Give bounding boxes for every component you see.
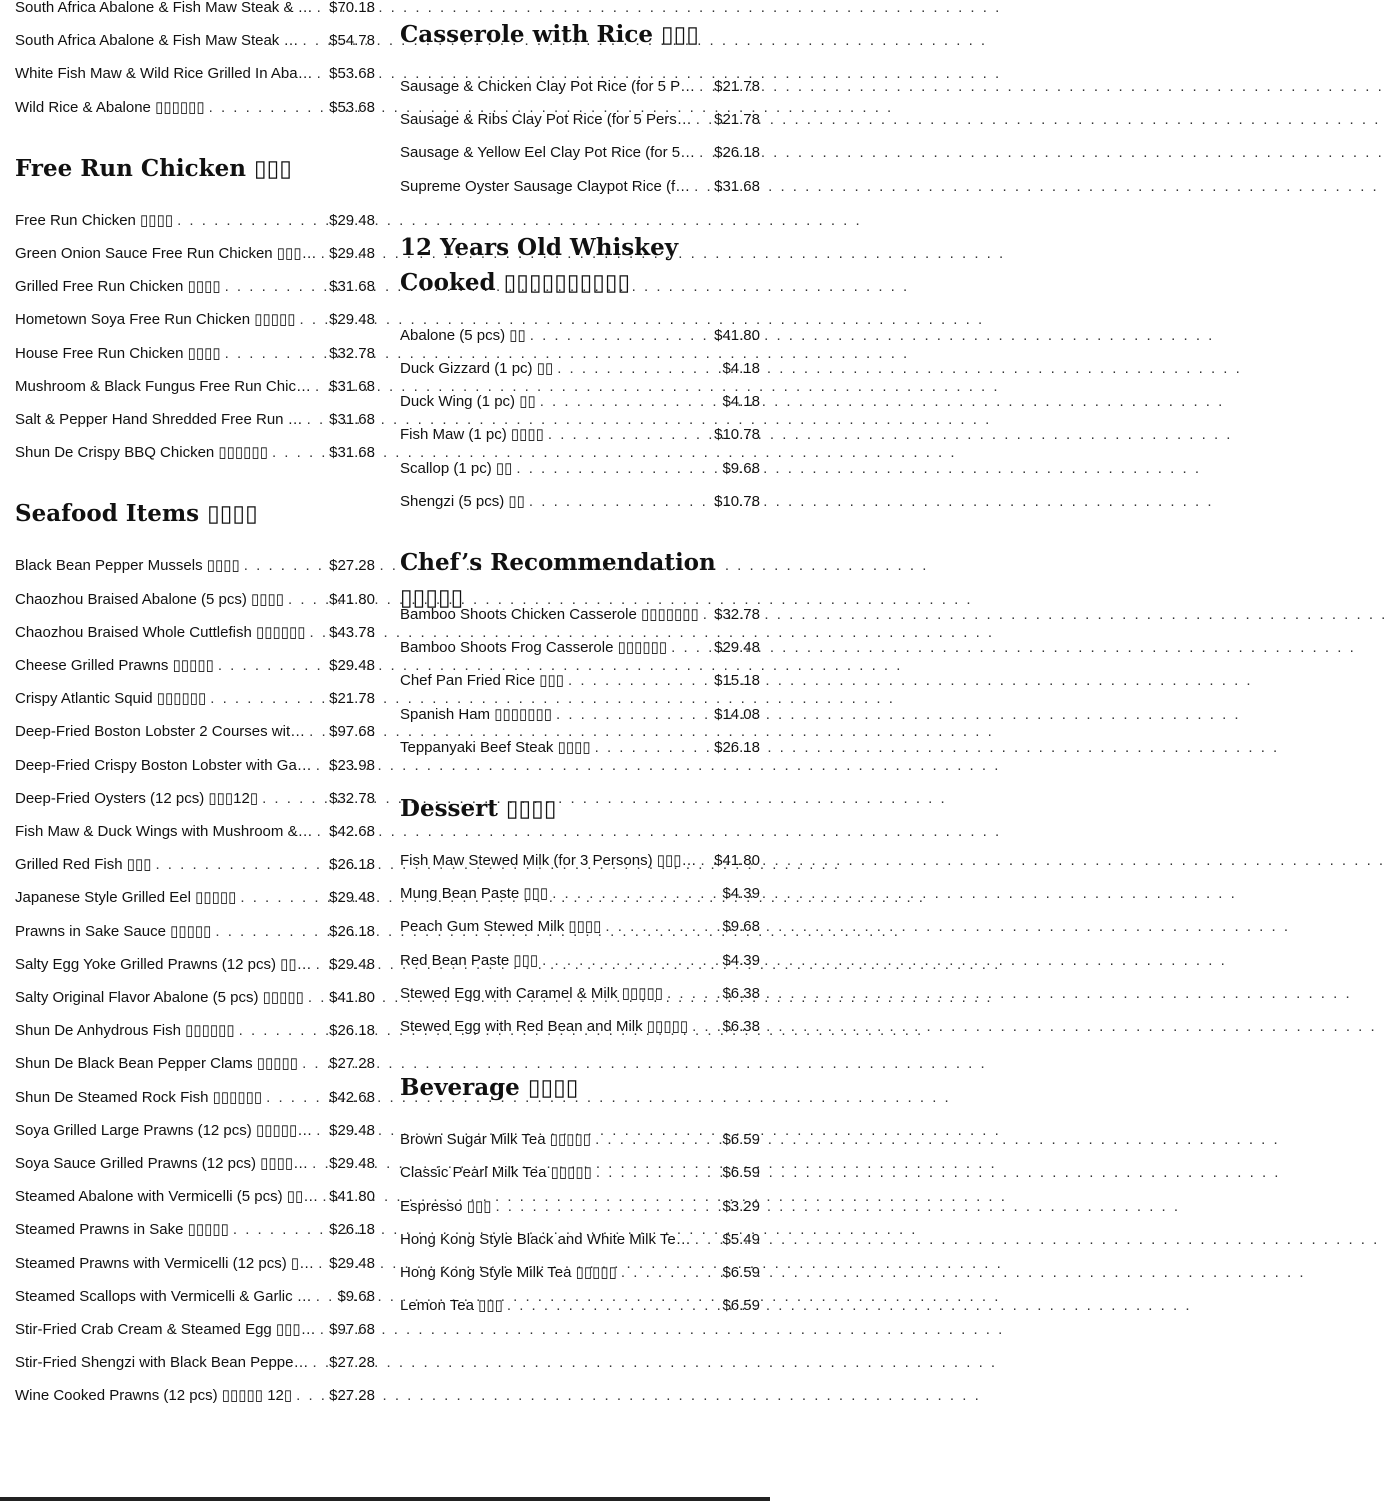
menu-item-price: $21.78 xyxy=(329,690,375,708)
menu-item-name: Steamed Prawns in Sake ▯▯▯▯▯ xyxy=(15,1221,229,1239)
menu-item-price: $42.68 xyxy=(329,1088,375,1106)
dot-leader xyxy=(302,1055,327,1073)
menu-item-name: Salt & Pepper Hand Shredded Free Run … xyxy=(15,411,303,428)
dot-leader xyxy=(266,1089,327,1107)
menu-item-name: Hometown Soya Free Run Chicken ▯▯▯▯▯ xyxy=(15,311,296,329)
menu-item xyxy=(15,241,375,263)
menu-item-price: $32.78 xyxy=(329,344,375,362)
dot-leader xyxy=(605,918,720,936)
menu-item-price: $29.48 xyxy=(714,639,760,657)
dot-leader xyxy=(310,624,328,642)
menu-item-price: $26.18 xyxy=(329,922,375,940)
dot-leader xyxy=(495,1198,720,1216)
menu-item-name: Classic Pearl Milk Tea ▯▯▯▯▯ xyxy=(400,1164,592,1182)
dot-leader xyxy=(699,78,712,96)
dot-leader xyxy=(703,606,712,624)
menu-item-price: $27.28 xyxy=(329,557,375,575)
dot-leader xyxy=(696,111,712,129)
menu-item-price: $29.48 xyxy=(329,1121,375,1139)
menu-item xyxy=(15,952,375,974)
menu-item-price: $31.68 xyxy=(714,177,760,195)
menu-item xyxy=(400,668,760,690)
menu-item xyxy=(15,341,375,363)
dot-leader xyxy=(671,639,712,657)
menu-item xyxy=(15,28,375,50)
menu-item xyxy=(400,1227,760,1249)
menu-item xyxy=(15,1284,375,1306)
menu-item-name: Stewed Egg with Red Bean and Milk ▯▯▯▯▯ xyxy=(400,1018,689,1035)
menu-item xyxy=(15,919,375,941)
menu-item xyxy=(15,1383,375,1405)
menu-item-name: Cheese Grilled Prawns ▯▯▯▯▯ xyxy=(15,657,214,674)
menu-item-price: $21.78 xyxy=(714,111,760,129)
menu-item-price: $32.78 xyxy=(714,606,760,623)
menu-item xyxy=(400,74,760,96)
menu-item-price: $41.80 xyxy=(714,852,760,869)
menu-item xyxy=(15,1217,375,1239)
menu-item-name: Chaozhou Braised Abalone (5 pcs) ▯▯▯▯ xyxy=(15,590,284,608)
menu-item xyxy=(15,61,375,83)
menu-item-name: South Africa Abalone & Fish Maw Steak & … xyxy=(15,0,313,16)
menu-item-name: Red Bean Paste ▯▯▯ xyxy=(400,951,539,969)
menu-item-name: White Fish Maw & Wild Rice Grilled In Aba… xyxy=(15,65,313,83)
menu-item-name: Fish Maw (1 pc) ▯▯▯▯ xyxy=(400,426,544,444)
dot-leader xyxy=(316,757,327,775)
dot-leader xyxy=(595,1131,720,1149)
menu-item-name: Shun De Steamed Rock Fish ▯▯▯▯▯▯ xyxy=(15,1088,263,1106)
dot-leader xyxy=(302,32,327,50)
menu-item-price: $4.18 xyxy=(722,360,760,377)
menu-item-name: Hong Kong Style Milk Tea ▯▯▯▯▯ xyxy=(400,1264,617,1281)
menu-item-name: Chaozhou Braised Whole Cuttlefish ▯▯▯▯▯▯ xyxy=(15,623,306,641)
menu-item-price: $97.68 xyxy=(329,723,375,741)
menu-item xyxy=(15,985,375,1007)
menu-item-name: Stir-Fried Shengzi with Black Bean Peppe… xyxy=(15,1354,309,1372)
menu-item xyxy=(400,881,760,903)
menu-item-price: $31.68 xyxy=(329,377,375,395)
menu-item-price: $29.48 xyxy=(329,1155,375,1172)
dot-leader xyxy=(240,889,327,907)
menu-item-price: $5.49 xyxy=(722,1230,760,1248)
dot-leader xyxy=(316,1288,336,1306)
menu-item xyxy=(400,1160,760,1182)
menu-item-price: $6.38 xyxy=(722,1018,760,1035)
menu-item-price: $9.68 xyxy=(337,1287,375,1305)
menu-item xyxy=(400,702,760,724)
dot-leader xyxy=(507,1297,721,1315)
menu-item xyxy=(15,1184,375,1206)
menu-item-name: Steamed Abalone with Vermicelli (5 pcs) ▯▯… xyxy=(15,1188,319,1206)
menu-item-name: Espresso ▯▯▯ xyxy=(400,1197,492,1215)
menu-item-name: Peach Gum Stewed Milk ▯▯▯▯ xyxy=(400,918,602,936)
menu-item-name: Mushroom & Black Fungus Free Run Chic… xyxy=(15,377,311,395)
menu-item xyxy=(15,653,375,675)
menu-item-name: Fish Maw Stewed Milk (for 3 Persons) ▯▯▯… xyxy=(400,852,697,869)
dot-leader xyxy=(308,989,327,1007)
menu-item-name: Bamboo Shoots Chicken Casserole ▯▯▯▯▯▯▯ xyxy=(400,606,699,623)
menu-item-name: Teppanyaki Beef Steak ▯▯▯▯ xyxy=(400,738,591,756)
menu-item-price: $14.08 xyxy=(714,705,760,723)
menu-item-name: Abalone (5 pcs) ▯▯ xyxy=(400,326,526,344)
dot-leader xyxy=(225,278,328,296)
menu-item-price: $97.68 xyxy=(329,1321,375,1338)
menu-item xyxy=(15,885,375,907)
menu-item xyxy=(400,981,760,1003)
menu-item-price: $27.28 xyxy=(329,1354,375,1372)
menu-item-name: Sausage & Yellow Eel Clay Pot Rice (for 5… xyxy=(400,144,696,162)
menu-item-name: South Africa Abalone & Fish Maw Steak … xyxy=(15,32,299,50)
menu-item-name: Grilled Free Run Chicken ▯▯▯▯ xyxy=(15,278,221,296)
section-title-dessert: Dessert ▯▯▯▯ xyxy=(400,795,557,822)
menu-item-price: $26.18 xyxy=(714,144,760,162)
menu-item xyxy=(15,208,375,230)
menu-item-name: Shun De Crispy BBQ Chicken ▯▯▯▯▯▯ xyxy=(15,444,268,462)
dot-leader xyxy=(317,65,328,83)
menu-item-name: Sausage & Chicken Clay Pot Rice (for 5 P… xyxy=(400,78,696,95)
menu-item xyxy=(400,456,760,478)
menu-item xyxy=(400,635,760,657)
menu-item-name: Wild Rice & Abalone ▯▯▯▯▯▯ xyxy=(15,98,205,116)
menu-item xyxy=(400,107,760,129)
menu-item-name: Japanese Style Grilled Eel ▯▯▯▯▯ xyxy=(15,889,237,907)
dot-leader xyxy=(695,1231,721,1249)
dot-leader xyxy=(556,706,712,724)
menu-item xyxy=(15,274,375,296)
menu-item-name: Mung Bean Paste ▯▯▯ xyxy=(400,885,549,903)
menu-item-name: Black Bean Pepper Mussels ▯▯▯▯ xyxy=(15,557,240,575)
dot-leader xyxy=(552,885,720,903)
menu-item-price: $9.68 xyxy=(722,918,760,936)
menu-item xyxy=(15,553,375,575)
dot-leader xyxy=(540,393,721,411)
dot-leader xyxy=(272,444,327,462)
menu-item-price: $9.68 xyxy=(722,459,760,477)
dot-leader xyxy=(318,1255,327,1273)
menu-item xyxy=(15,1085,375,1107)
menu-item xyxy=(15,1317,375,1339)
menu-item-name: Salty Egg Yoke Grilled Prawns (12 pcs) ▯▯… xyxy=(15,955,312,973)
menu-item xyxy=(15,852,375,874)
dot-leader xyxy=(557,360,720,378)
menu-item-price: $29.48 xyxy=(329,211,375,229)
menu-item xyxy=(15,0,375,17)
dot-leader xyxy=(317,0,327,17)
menu-item-price: $10.78 xyxy=(714,492,760,510)
menu-item-name: Soya Grilled Large Prawns (12 pcs) ▯▯▯▯▯… xyxy=(15,1121,313,1139)
dot-leader xyxy=(300,311,328,329)
menu-item xyxy=(400,602,760,624)
menu-item xyxy=(15,786,375,808)
menu-item-price: $43.78 xyxy=(329,623,375,641)
dot-leader xyxy=(309,723,327,741)
menu-item-name: Shengzi (5 pcs) ▯▯ xyxy=(400,492,525,510)
menu-item-price: $15.18 xyxy=(714,672,760,690)
menu-item-name: Bamboo Shoots Frog Casserole ▯▯▯▯▯▯ xyxy=(400,639,668,657)
dot-leader xyxy=(288,591,327,609)
menu-item-price: $6.59 xyxy=(722,1131,760,1149)
menu-item-name: Duck Wing (1 pc) ▯▯ xyxy=(400,393,536,411)
menu-item xyxy=(400,140,760,162)
dot-leader xyxy=(694,178,712,196)
dot-leader xyxy=(548,426,712,444)
menu-item xyxy=(15,374,375,396)
menu-item-name: Scallop (1 pc) ▯▯ xyxy=(400,459,513,477)
menu-item-price: $41.80 xyxy=(714,326,760,344)
menu-item-price: $27.28 xyxy=(329,1055,375,1073)
dot-leader xyxy=(218,657,327,675)
menu-item-name: House Free Run Chicken ▯▯▯▯ xyxy=(15,344,221,362)
menu-item-name: Shun De Anhydrous Fish ▯▯▯▯▯▯ xyxy=(15,1022,235,1040)
menu-item-name: Shun De Black Bean Pepper Clams ▯▯▯▯▯ xyxy=(15,1055,299,1073)
menu-item-name: Hong Kong Style Black and White Milk Te… xyxy=(400,1230,691,1248)
dot-leader xyxy=(621,1264,721,1282)
menu-item-name: Steamed Scallops with Vermicelli & Garlic … xyxy=(15,1287,312,1305)
bottom-divider xyxy=(0,1497,770,1501)
menu-item xyxy=(15,1251,375,1273)
menu-item xyxy=(15,307,375,329)
menu-item-price: $29.48 xyxy=(329,889,375,907)
menu-item-name: Salty Original Flavor Abalone (5 pcs) ▯▯▯▯▯ xyxy=(15,989,304,1006)
menu-item xyxy=(15,407,375,429)
menu-item-name: Prawns in Sake Sauce ▯▯▯▯▯ xyxy=(15,922,212,940)
dot-leader xyxy=(320,1321,327,1339)
menu-item xyxy=(15,1018,375,1040)
dot-leader xyxy=(692,1018,720,1036)
menu-item xyxy=(15,719,375,741)
menu-item-price: $53.68 xyxy=(329,65,375,83)
dot-leader xyxy=(699,144,712,162)
dot-leader xyxy=(215,923,327,941)
section-title-casserole-with-rice: Casserole with Rice ▯▯▯ xyxy=(400,21,699,48)
dot-leader xyxy=(210,690,327,708)
dot-leader xyxy=(244,557,327,575)
menu-item xyxy=(400,1014,760,1036)
menu-item xyxy=(15,440,375,462)
dot-leader xyxy=(701,852,713,870)
menu-item-name: Deep-Fried Oysters (12 pcs) ▯▯▯12▯ xyxy=(15,789,259,807)
menu-item xyxy=(15,620,375,642)
menu-item-name: Lemon Tea ▯▯▯ xyxy=(400,1297,503,1315)
menu-item xyxy=(15,1051,375,1073)
menu-item-price: $26.18 xyxy=(714,738,760,756)
menu-item-name: Duck Gizzard (1 pc) ▯▯ xyxy=(400,360,554,377)
menu-item xyxy=(400,356,760,378)
menu-item-price: $26.18 xyxy=(329,856,375,874)
dot-leader xyxy=(596,1164,721,1182)
menu-item xyxy=(400,1260,760,1282)
menu-item xyxy=(400,1127,760,1149)
section-title-chef-s-recommendation: Chef’s Recommendation ▯▯▯▯▯ xyxy=(400,549,716,611)
menu-item-price: $29.48 xyxy=(329,245,375,262)
menu-item-price: $70.18 xyxy=(329,0,375,16)
menu-item-price: $4.18 xyxy=(722,393,760,411)
dot-leader xyxy=(225,345,328,363)
menu-item-name: Brown Sugar Milk Tea ▯▯▯▯▯ xyxy=(400,1131,592,1149)
menu-item-name: Stir-Fried Crab Cream & Steamed Egg ▯▯▯… xyxy=(15,1321,316,1338)
menu-item xyxy=(15,1350,375,1372)
dot-leader xyxy=(307,411,327,429)
menu-item-price: $3.29 xyxy=(722,1197,760,1215)
menu-item-price: $31.68 xyxy=(329,444,375,462)
menu-item-price: $31.68 xyxy=(329,411,375,428)
dot-leader xyxy=(312,1354,327,1372)
menu-item xyxy=(400,948,760,970)
menu-item-name: Spanish Ham ▯▯▯▯▯▯▯ xyxy=(400,705,552,723)
menu-item-name: Stewed Egg with Caramel & Milk ▯▯▯▯▯ xyxy=(400,984,664,1002)
menu-item xyxy=(15,95,375,117)
menu-item-name: Sausage & Ribs Clay Pot Rice (for 5 Pers… xyxy=(400,111,692,129)
menu-item-price: $4.39 xyxy=(722,885,760,903)
menu-item-price: $29.48 xyxy=(329,1254,375,1272)
menu-item xyxy=(15,1151,375,1173)
menu-item-price: $29.48 xyxy=(329,311,375,329)
dot-leader xyxy=(312,1155,327,1173)
dot-leader xyxy=(595,739,712,757)
menu-item-name: Crispy Atlantic Squid ▯▯▯▯▯▯ xyxy=(15,690,207,708)
menu-item-price: $41.80 xyxy=(329,1188,375,1206)
menu-item xyxy=(15,1118,375,1140)
menu-item-price: $4.39 xyxy=(722,951,760,969)
menu-item-price: $6.59 xyxy=(722,1297,760,1315)
dot-leader xyxy=(315,378,327,396)
menu-item-price: $41.80 xyxy=(329,590,375,608)
menu-item-name: Steamed Prawns with Vermicelli (12 pcs) ▯… xyxy=(15,1254,315,1272)
menu-item-price: $6.38 xyxy=(722,984,760,1002)
menu-item-name: Soya Sauce Grilled Prawns (12 pcs) ▯▯▯▯… xyxy=(15,1155,309,1172)
menu-item-price: $31.68 xyxy=(329,278,375,296)
menu-item-price: $21.78 xyxy=(714,78,760,95)
menu-item-name: Deep-Fried Boston Lobster 2 Courses wit… xyxy=(15,723,306,741)
section-title-beverage: Beverage ▯▯▯▯ xyxy=(400,1074,579,1102)
menu-item-name: Wine Cooked Prawns (12 pcs) ▯▯▯▯▯ 12▯ xyxy=(15,1387,293,1405)
section-title-seafood-items: Seafood Items ▯▯▯▯ xyxy=(15,500,258,528)
menu-item-name: Fish Maw & Duck Wings with Mushroom &… xyxy=(15,823,313,840)
menu-item xyxy=(400,735,760,757)
menu-item-name: Free Run Chicken ▯▯▯▯ xyxy=(15,211,174,229)
menu-item xyxy=(400,1293,760,1315)
menu-item-name: Grilled Red Fish ▯▯▯ xyxy=(15,856,152,874)
menu-item xyxy=(400,323,760,345)
dot-leader xyxy=(321,245,328,263)
menu-item-price: $42.68 xyxy=(329,823,375,840)
menu-item xyxy=(400,174,760,196)
dot-leader xyxy=(322,1188,327,1206)
dot-leader xyxy=(239,1022,327,1040)
dot-leader xyxy=(317,823,328,841)
section-title-free-run-chicken: Free Run Chicken ▯▯▯ xyxy=(15,154,292,182)
dot-leader xyxy=(667,985,720,1003)
dot-leader xyxy=(296,1387,327,1405)
dot-leader xyxy=(262,790,327,808)
menu-item-price: $41.80 xyxy=(329,989,375,1006)
menu-item-price: $10.78 xyxy=(714,426,760,444)
dot-leader xyxy=(568,672,712,690)
dot-leader xyxy=(529,493,712,511)
dot-leader xyxy=(316,1122,327,1140)
menu-item-price: $23.98 xyxy=(329,756,375,774)
menu-item-name: Deep-Fried Crispy Boston Lobster with Ga… xyxy=(15,756,312,774)
dot-leader xyxy=(155,856,327,874)
dot-leader xyxy=(316,956,327,974)
menu-item-price: $54.78 xyxy=(329,32,375,50)
menu-item-price: $26.18 xyxy=(329,1221,375,1239)
menu-item-price: $26.18 xyxy=(329,1022,375,1040)
menu-item xyxy=(400,489,760,511)
dot-leader xyxy=(542,952,720,970)
menu-item-price: $6.59 xyxy=(722,1264,760,1281)
dot-leader xyxy=(209,99,328,117)
dot-leader xyxy=(177,212,327,230)
menu-item-name: Supreme Oyster Sausage Claypot Rice (f… xyxy=(400,177,691,195)
menu-item-name: Chef Pan Fried Rice ▯▯▯ xyxy=(400,672,564,690)
menu-item-price: $29.48 xyxy=(329,657,375,674)
menu-item xyxy=(15,753,375,775)
menu-item xyxy=(400,389,760,411)
menu-item-price: $6.59 xyxy=(722,1164,760,1182)
menu-item-price: $27.28 xyxy=(329,1387,375,1405)
menu-item-price: $32.78 xyxy=(329,789,375,807)
menu-item-price: $29.48 xyxy=(329,955,375,973)
menu-item xyxy=(400,422,760,444)
menu-item xyxy=(15,819,375,841)
section-title-12-years-old-whiskey-cooked: 12 Years Old Whiskey Cooked ▯▯▯▯▯▯▯▯▯▯ xyxy=(400,233,679,296)
dot-leader xyxy=(516,460,720,478)
menu-item xyxy=(400,1194,760,1216)
menu-item xyxy=(15,686,375,708)
menu-item xyxy=(400,914,760,936)
menu-item xyxy=(15,587,375,609)
menu-item-name: Green Onion Sauce Free Run Chicken ▯▯▯… xyxy=(15,245,317,262)
menu-item-price: $53.68 xyxy=(329,98,375,116)
dot-leader xyxy=(530,327,712,345)
menu-item xyxy=(400,848,760,870)
dot-leader xyxy=(233,1221,327,1239)
